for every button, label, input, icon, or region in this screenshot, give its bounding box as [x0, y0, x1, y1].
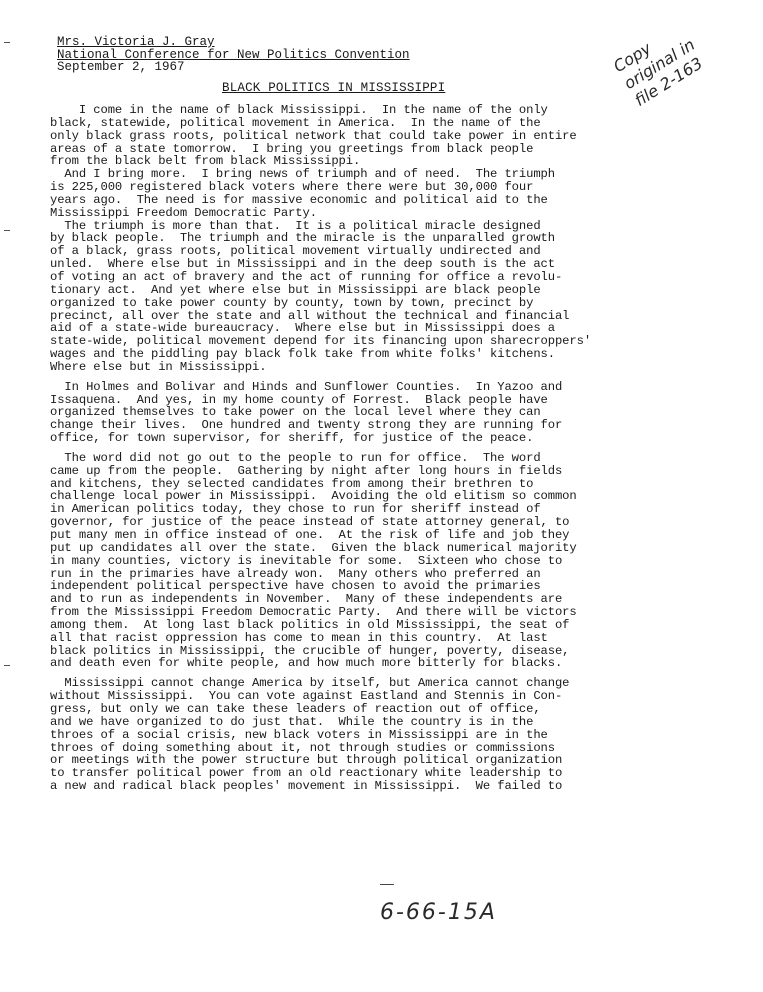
- text-line: The triumph is more than that. It is a political miracle designed: [50, 218, 541, 233]
- text-line: Issaquena. And yes, in my home county of Forrest. Black people have: [50, 392, 548, 407]
- text-line: gress, but only we can take these leaders of reaction out of office,: [50, 701, 541, 716]
- paragraph: [50, 381, 650, 445]
- text-line: all that racist oppression has come to mean in this country. At last: [50, 630, 548, 645]
- document-title: BLACK POLITICS IN MISSISSIPPI: [222, 81, 446, 95]
- text-line: black politics in Mississippi, the crucible of hunger, poverty, disease,: [50, 643, 570, 658]
- text-line: aid of a state-wide bureaucracy. Where else but in Mississippi does a: [50, 321, 555, 336]
- text-line: throes of doing something about it, not through studies or commissions: [50, 740, 555, 755]
- text-line: in many counties, victory is inevitable for some. Sixteen who chose to: [50, 553, 563, 568]
- text-line: governor, for justice of the peace instead of state attorney general, to: [50, 515, 570, 530]
- text-line: independent political perspective have chosen to avoid the primaries: [50, 579, 541, 594]
- text-line: throes of a social crisis, new black voters in Mississippi are in the: [50, 727, 548, 742]
- text-line: of voting an act of bravery and the act of running for office a revolu-: [50, 269, 563, 284]
- paragraph: [50, 677, 650, 793]
- text-line: to transfer political power from an old reactionary white leadership to: [50, 766, 563, 781]
- margin-mark: [4, 665, 10, 666]
- text-line: run in the primaries have already won. Many others who preferred an: [50, 566, 541, 581]
- text-line: state-wide, political movement depend for its financing upon sharecroppers': [50, 334, 592, 349]
- text-line: organized themselves to take power on the local level where they can: [50, 405, 541, 420]
- text-line: change their lives. One hundred and twenty strong they are running for: [50, 418, 563, 433]
- text-line: organized to take power county by county, town by town, precinct by: [50, 295, 534, 310]
- text-line: Where else but in Mississippi.: [50, 359, 267, 374]
- text-line: without Mississippi. You can vote against Eastland and Stennis in Con-: [50, 689, 563, 704]
- text-line: put many men in office instead of one. At the risk of life and job they: [50, 528, 570, 542]
- text-line: or meetings with the power structure but through political organization: [50, 753, 563, 768]
- text-line: The word did not go out to the people to run for office. The word: [50, 450, 541, 465]
- text-line: from the black belt from black Mississippi.: [50, 154, 361, 169]
- text-line: Mississippi cannot change America by itself, but America cannot change: [50, 676, 570, 691]
- text-line: of a black, grass roots, political movement virtually undirected and: [50, 244, 541, 259]
- document-date: September 2, 1967: [57, 60, 185, 74]
- text-line: precinct, all over the state and all without the technical and financial: [50, 308, 570, 323]
- text-line: only black grass roots, political network that could take power in entire: [50, 128, 577, 143]
- author-name: Mrs. Victoria J. Gray: [57, 35, 215, 49]
- text-line: and to run as independents in November. Many of these independents are: [50, 592, 563, 607]
- text-line: and kitchens, they selected candidates from among their brethren to: [50, 476, 534, 491]
- page-dash: [380, 884, 394, 885]
- text-line: challenge local power in Mississippi. Avoiding the old elitism so common: [50, 489, 577, 504]
- text-line: is 225,000 registered black voters where there were but 30,000 four: [50, 180, 534, 195]
- document-body: [50, 104, 650, 800]
- letter-header: [57, 36, 410, 74]
- text-line: and death even for white people, and how much more bitterly for blacks.: [50, 656, 563, 671]
- handwritten-file-number: 6-66-15A: [380, 900, 497, 925]
- text-line: a new and radical black peoples' movement in Mississippi. We failed to: [50, 779, 563, 794]
- text-line: areas of a state tomorrow. I bring you greetings from black people: [50, 141, 534, 156]
- text-line: put up candidates all over the state. Given the black numerical majority: [50, 540, 577, 555]
- text-line: among them. At long last black politics in old Mississippi, the seat of: [50, 617, 570, 632]
- margin-mark: [4, 42, 10, 43]
- text-line: And I bring more. I bring news of triumph and of need. The triumph: [50, 167, 555, 182]
- handwritten-copy-note: Copy original in file 2-163: [610, 34, 706, 111]
- paragraph: [50, 452, 650, 670]
- text-line: tionary act. And yet where else but in Mississippi are black people: [50, 282, 541, 297]
- text-line: and we have organized to do just that. While the country is in the: [50, 714, 534, 729]
- text-line: years ago. The need is for massive economic and political aid to the: [50, 192, 548, 207]
- text-line: Mississippi Freedom Democratic Party.: [50, 205, 317, 220]
- text-line: I come in the name of black Mississippi. In the name of the only: [50, 103, 548, 117]
- conference-name: National Conference for New Politics Convention: [57, 47, 410, 62]
- text-line: unled. Where else but in Mississippi and in the deep south is the act: [50, 257, 555, 272]
- text-line: black, statewide, political movement in America. In the name of the: [50, 115, 541, 130]
- margin-mark: [4, 230, 10, 231]
- text-line: In Holmes and Bolivar and Hinds and Sunflower Counties. In Yazoo and: [50, 379, 563, 394]
- text-line: by black people. The triumph and the miracle is the unparalled growth: [50, 231, 555, 246]
- text-line: in American politics today, they chose to run for sheriff instead of: [50, 502, 541, 517]
- text-line: from the Mississippi Freedom Democratic Party. And there will be victors: [50, 605, 577, 620]
- text-line: wages and the piddling pay black folk take from white folks' kitchens.: [50, 347, 555, 362]
- text-line: came up from the people. Gathering by night after long hours in fields: [50, 463, 563, 478]
- text-line: office, for town supervisor, for sheriff, for justice of the peace.: [50, 431, 534, 446]
- paragraph: [50, 104, 650, 374]
